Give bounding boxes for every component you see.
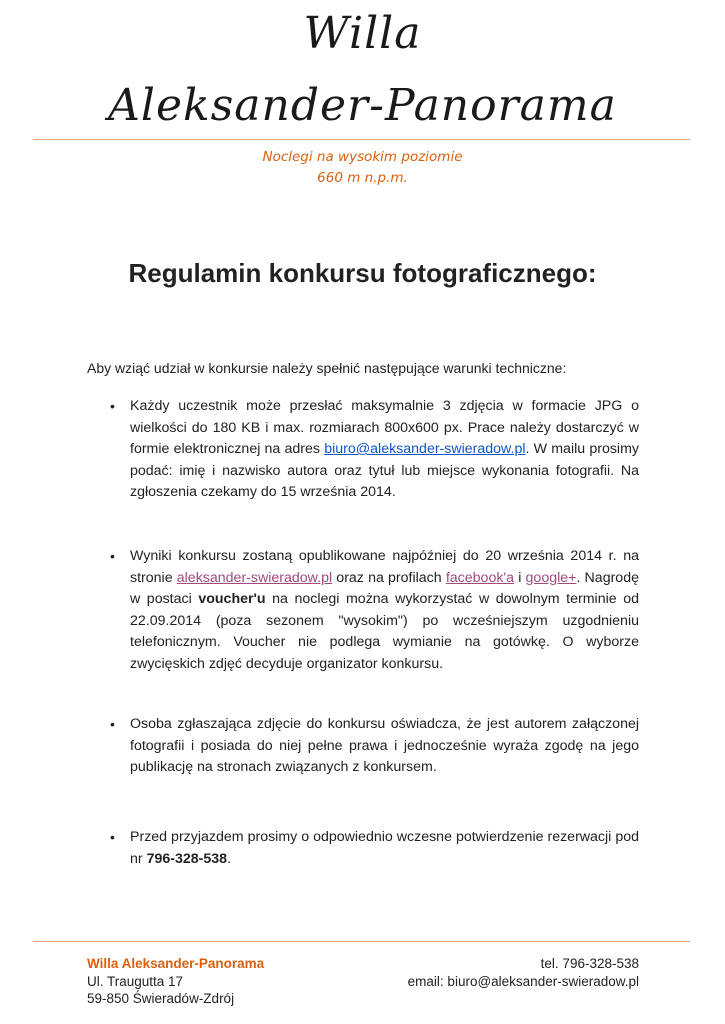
logo-line-2: Aleksander-Panorama <box>108 80 617 131</box>
footer-address <box>87 955 264 1008</box>
rule-text: Wyniki konkursu zostaną opublikowane najpóźniej do 20 września 2014 r. na stronie <box>130 548 639 586</box>
rule-text: na noclegi można wykorzystać w dowolnym terminie od 22.09.2014 (poza sezonem "wysokim") po wcześniejszym uzgodnieniu telefonicznym. Voucher nie podlega wymianie na gotówkę. O wyborze zwycięskich zdjęć decyduje organizator konkursu. <box>130 591 639 672</box>
rule-text: Osoba zgłaszająca zdjęcie do konkursu oświadcza, że jest autorem załączonej fotografii i posiada do niej pełne prawa i jednocześnie wyraża zgodę na jego publikację na stronach związanych z konkursem. <box>130 716 639 775</box>
rule-text: . Nagrodę w postaci <box>130 569 639 607</box>
footer-city: 59-850 Świeradów-Zdrój <box>87 991 235 1006</box>
rule-text: Przed przyjazdem prosimy o odpowiednio wczesne potwierdzenie rezerwacji pod nr <box>130 829 639 867</box>
rule-text: i <box>514 569 526 586</box>
bullet-icon: • <box>110 398 115 414</box>
footer-email: email: biuro@aleksander-swieradow.pl <box>407 973 639 989</box>
intro-text: Aby wziąć udział w konkursie należy spełnić następujące warunki techniczne: <box>87 360 567 376</box>
logo-line-1: Willa <box>303 8 422 59</box>
bullet-icon: • <box>110 829 115 845</box>
tagline-line-1: Noclegi na wysokim poziomie <box>262 149 463 165</box>
website-link[interactable]: aleksander-swieradow.pl <box>176 569 333 586</box>
rule-item-1 <box>110 396 639 504</box>
rule-text: Każdy uczestnik może przesłać maksymalnie 3 zdjęcia w formacie JPG o wielkości do 180 KB i max. rozmiarach 800x600 px. Prace należy dostarczyć w formie elektronicznej na adres <box>130 398 639 457</box>
facebook-link[interactable]: facebook'a <box>445 569 515 586</box>
footer-company-name: Willa Aleksander-Panorama <box>87 956 265 971</box>
tagline-line-2: 660 m n.p.m. <box>317 170 408 186</box>
phone-number: 796-328-538 <box>146 850 228 867</box>
email-link[interactable]: biuro@aleksander-swieradow.pl <box>324 441 526 457</box>
rule-text: oraz na profilach <box>332 569 446 586</box>
voucher-bold: voucher'u <box>198 591 266 607</box>
footer-street: Ul. Traugutta 17 <box>87 973 184 989</box>
footer-phone: tel. 796-328-538 <box>540 956 639 971</box>
rule-text: . W mailu prosimy podać: imię i nazwisko autora oraz tytuł lub miejsce wykonania fotografii. Na zgłoszenia czekamy do 15 września 2014. <box>130 441 639 500</box>
rule-item-4 <box>110 827 639 870</box>
rule-item-3 <box>110 714 639 779</box>
rule-item-2 <box>110 546 639 675</box>
bullet-icon: • <box>110 548 115 564</box>
google-plus-link[interactable]: google+ <box>525 569 577 586</box>
header-divider <box>33 139 690 140</box>
bullet-icon: • <box>110 716 115 732</box>
rule-text: . <box>227 850 231 867</box>
page-title: Regulamin konkursu fotograficznego: <box>128 258 597 288</box>
footer-divider <box>33 941 690 942</box>
footer-contact <box>408 955 639 990</box>
